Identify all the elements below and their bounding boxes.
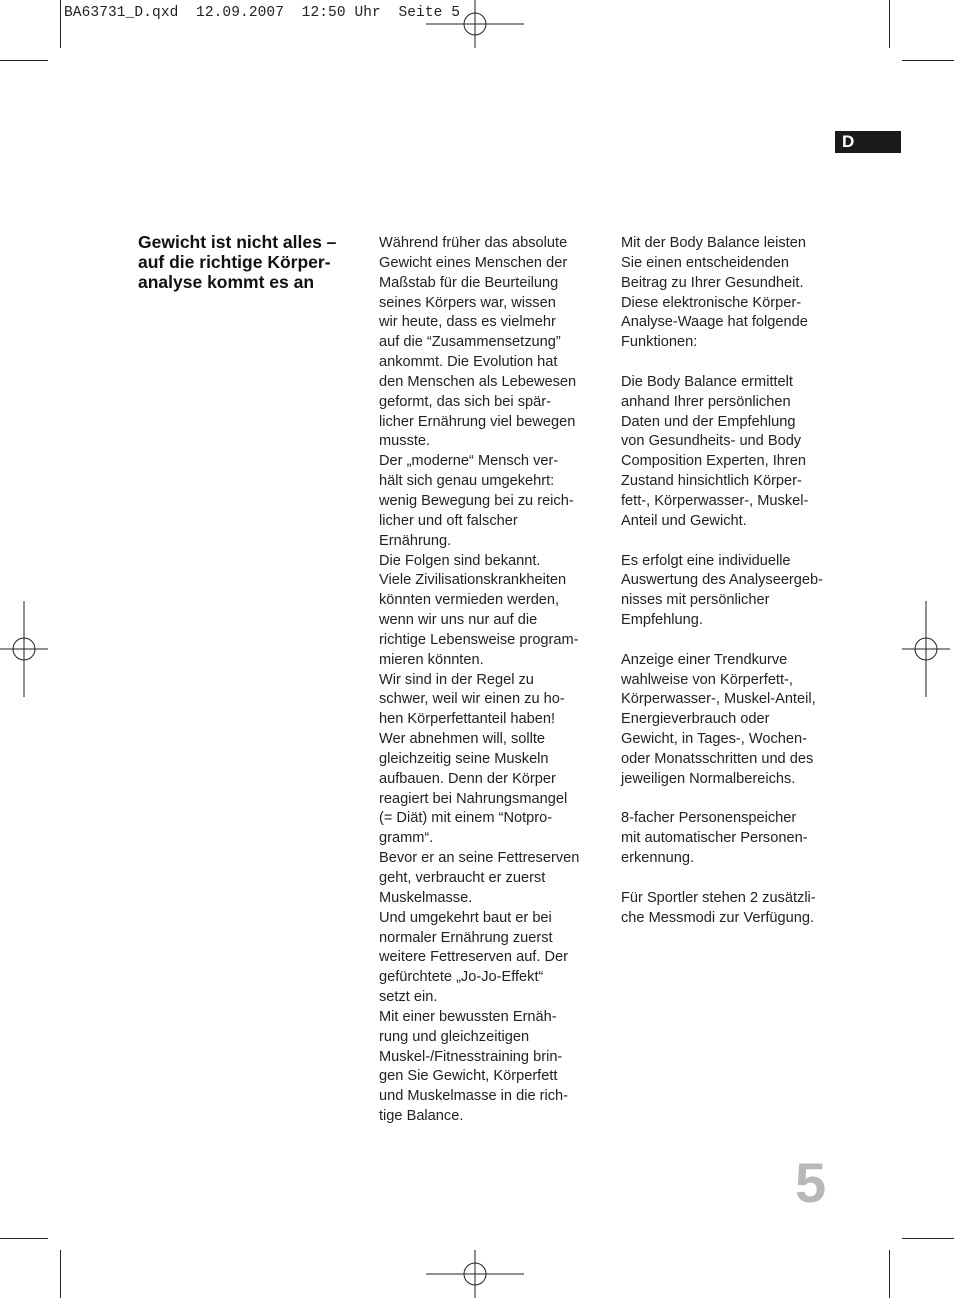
page-number: 5 (795, 1151, 827, 1214)
paragraph: Bevor er an seine Fettreserven geht, verbraucht er zuerst Muskelmasse. (379, 850, 580, 906)
registration-mark-right (902, 601, 950, 697)
paragraph: Die Folgen sind bekannt. Viele Zivilisationskrankheiten könnten vermieden werden, wenn wir uns nur auf die richtige Lebensweise program- mieren könnten. (379, 552, 579, 668)
crop-mark-bottom-right-horizontal (902, 1238, 954, 1239)
paragraph: Anzeige einer Trendkurve wahlweise von Körperfett-, Körperwasser-, Muskel-Anteil, Energieverbrauch oder Gewicht, in Tages-, Wochen- oder Monatsschritten und des jeweiligen Normalbereichs. (621, 651, 816, 787)
section-heading: Gewicht ist nicht alles – auf die richtige Körper- analyse kommt es an (138, 232, 337, 292)
paragraph: Mit einer bewussten Ernäh- rung und gleichzeitigen Muskel-/Fitnesstraining brin- gen Sie Gewicht, Körperfett und Muskelmasse in die rich- tige Balance. (379, 1008, 568, 1125)
crop-mark-top-right-horizontal (902, 60, 954, 61)
crop-mark-bottom-right-vertical (889, 1250, 890, 1298)
registration-mark-left (0, 601, 48, 697)
paragraph: Für Sportler stehen 2 zusätzli- che Messmodi zur Verfügung. (621, 889, 816, 926)
paragraph: Mit der Body Balance leisten Sie einen entscheidenden Beitrag zu Ihrer Gesundheit. Diese elektronische Körper- Analyse-Waage hat folgende Funktionen: (621, 235, 808, 351)
registration-mark-top (426, 0, 524, 48)
crop-mark-bottom-left-vertical (60, 1250, 61, 1298)
text-column-right (621, 234, 851, 929)
paragraph: Und umgekehrt baut er bei normaler Ernährung zuerst weitere Fettreserven auf. Der gefürchtete „Jo-Jo-Effekt“ setzt ein. (379, 909, 568, 1006)
paragraph: Es erfolgt eine individuelle Auswertung des Analyseergeb- nisses mit persönlicher Empfehlung. (621, 552, 824, 629)
paragraph: Wir sind in der Regel zu schwer, weil wir einen zu ho- hen Körperfettanteil haben! (379, 671, 565, 728)
paragraph: Während früher das absolute Gewicht eines Menschen der Maßstab für die Beurteilung seines Körpers war, wissen wir heute, dass es vielmehr auf die “Zusammensetzung” ankommt. Die Evolution hat den Menschen als Lebewesen geformt, das sich bei spär- licher Ernährung viel bewegen musste. (379, 235, 577, 450)
text-column-middle (379, 234, 601, 1127)
paragraph: Die Body Balance ermittelt anhand Ihrer persönlichen Daten und der Empfehlung von Gesundheits- und Body Composition Experten, Ihren Zustand hinsichtlich Körper- fett-, Körperwasser-, Muskel- Anteil und Gewicht. (621, 373, 809, 529)
crop-mark-top-left-horizontal (0, 60, 48, 61)
crop-mark-bottom-left-horizontal (0, 1238, 48, 1239)
crop-mark-top-right-vertical (889, 0, 890, 48)
paragraph: 8-facher Personenspeicher mit automatischer Personen- erkennung. (621, 810, 808, 867)
language-tab: D (835, 131, 901, 153)
registration-mark-bottom (426, 1250, 524, 1298)
paragraph: Wer abnehmen will, sollte gleichzeitig seine Muskeln aufbauen. Denn der Körper reagiert bei Nahrungsmangel (= Diät) mit einem “Notpro- gramm“. (379, 731, 568, 847)
print-slug: BA63731_D.qxd 12.09.2007 12:50 Uhr Seite 5 (64, 5, 461, 21)
paragraph: Der „moderne“ Mensch ver- hält sich genau umgekehrt: wenig Bewegung bei zu reich- licher und oft falscher Ernährung. (379, 453, 574, 549)
crop-mark-top-left-vertical (60, 0, 61, 48)
